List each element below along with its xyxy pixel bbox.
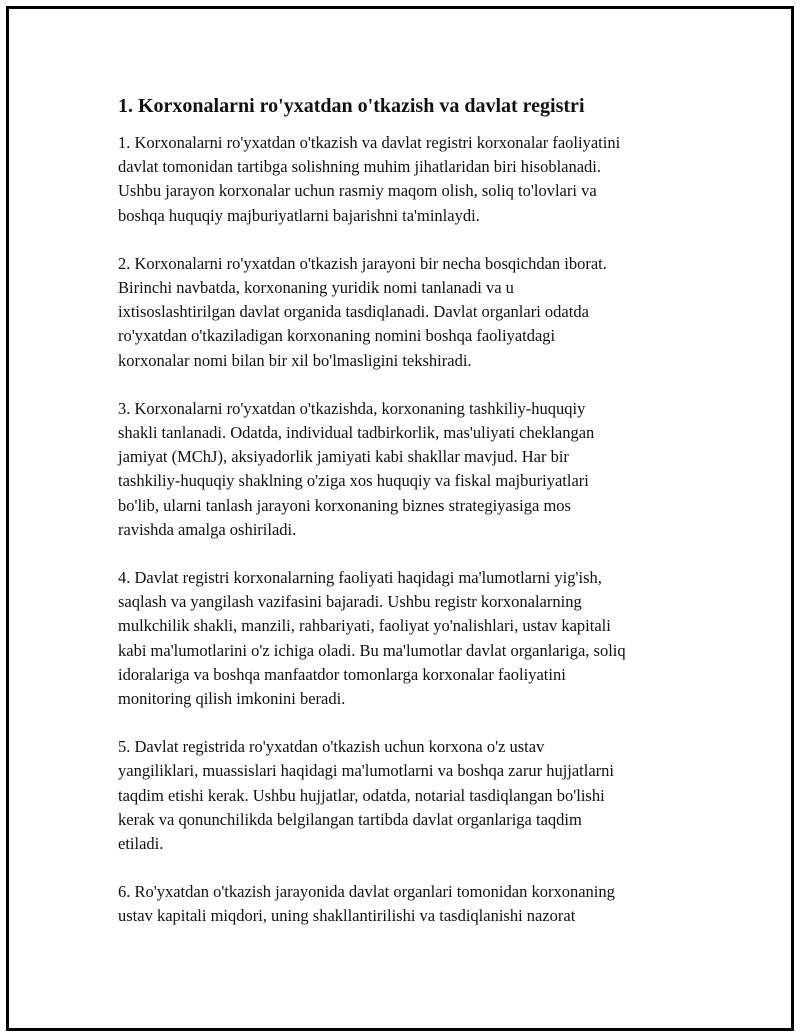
paragraph-line: 5. Davlat registrida ro'yxatdan o'tkazish uchun korxona o'z ustav <box>118 737 545 757</box>
paragraph-line: kerak va qonunchilikda belgilangan tartibda davlat organlariga taqdim <box>118 809 582 829</box>
paragraph-line: shakli tanlanadi. Odatda, individual tadbirkorlik, mas'uliyati cheklangan <box>118 423 595 443</box>
paragraph-line: Ushbu jarayon korxonalar uchun rasmiy maqom olish, soliq to'lovlari va <box>118 181 597 201</box>
paragraph-4 <box>118 566 703 711</box>
paragraph-line: jamiyat (MChJ), aksiyadorlik jamiyati kabi shakllar mavjud. Har bir <box>118 447 569 467</box>
paragraph-line: saqlash va yangilash vazifasini bajaradi. Ushbu registr korxonalarning <box>118 592 582 612</box>
paragraph-line: ixtisoslashtirilgan davlat organida tasdiqlanadi. Davlat organlari odatda <box>118 302 589 322</box>
paragraph-line: mulkchilik shakli, manzili, rahbariyati, faoliyat yo'nalishlari, ustav kapitali <box>118 616 611 636</box>
paragraph-1 <box>118 131 703 228</box>
paragraph-line: kabi ma'lumotlarini o'z ichiga oladi. Bu ma'lumotlar davlat organlariga, soliq <box>118 640 626 660</box>
paragraph-3 <box>118 397 703 542</box>
paragraph-line: tashkiliy-huquqiy shaklning o'ziga xos huquqiy va fiskal majburiyatlari <box>118 471 589 491</box>
paragraph-2 <box>118 252 703 373</box>
paragraph-line: 1. Korxonalarni ro'yxatdan o'tkazish va davlat registri korxonalar faoliyatini <box>118 133 621 152</box>
paragraph-line: 4. Davlat registri korxonalarning faoliyati haqidagi ma'lumotlarni yig'ish, <box>118 568 602 588</box>
paragraph-line: 2. Korxonalarni ro'yxatdan o'tkazish jarayoni bir necha bosqichdan iborat. <box>118 253 607 273</box>
paragraph-5 <box>118 735 703 856</box>
paragraph-line: 6. Ro'yxatdan o'tkazish jarayonida davlat organlari tomonidan korxonaning <box>118 882 615 902</box>
paragraph-line: taqdim etishi kerak. Ushbu hujjatlar, odatda, notarial tasdiqlangan bo'lishi <box>118 785 605 805</box>
paragraph-line: monitoring qilish imkonini beradi. <box>118 689 346 709</box>
paragraph-line: ravishda amalga oshiriladi. <box>118 519 297 539</box>
paragraph-line: 3. Korxonalarni ro'yxatdan o'tkazishda, korxonaning tashkiliy-huquqiy <box>118 398 586 418</box>
paragraph-line: yangiliklari, muassislari haqidagi ma'lumotlarni va boshqa zarur hujjatlarni <box>118 761 615 781</box>
paragraph-line: davlat tomonidan tartibga solishning muhim jihatlaridan biri hisoblanadi. <box>118 157 602 177</box>
paragraph-line: boshqa huquqiy majburiyatlarni bajarishni ta'minlaydi. <box>118 205 480 225</box>
document-title: 1. Korxonalarni ro'yxatdan o'tkazish va davlat registri <box>118 95 585 117</box>
paragraph-line: idoralariga va boshqa manfaatdor tomonlarga korxonalar faoliyatini <box>118 664 566 684</box>
paragraph-line: ustav kapitali miqdori, uning shakllantirilishi va tasdiqlanishi nazorat <box>118 906 576 926</box>
paragraph-line: Birinchi navbatda, korxonaning yuridik nomi tanlanadi va u <box>118 278 514 298</box>
document-body <box>118 94 703 953</box>
paragraph-line: etiladi. <box>118 834 164 854</box>
paragraph-line: bo'lib, ularni tanlash jarayoni korxonaning biznes strategiyasiga mos <box>118 495 571 515</box>
paragraph-6 <box>118 880 703 928</box>
paragraph-line: ro'yxatdan o'tkaziladigan korxonaning nomini boshqa faoliyatdagi <box>118 326 556 346</box>
paragraph-line: korxonalar nomi bilan bir xil bo'lmasligini tekshiradi. <box>118 350 472 370</box>
